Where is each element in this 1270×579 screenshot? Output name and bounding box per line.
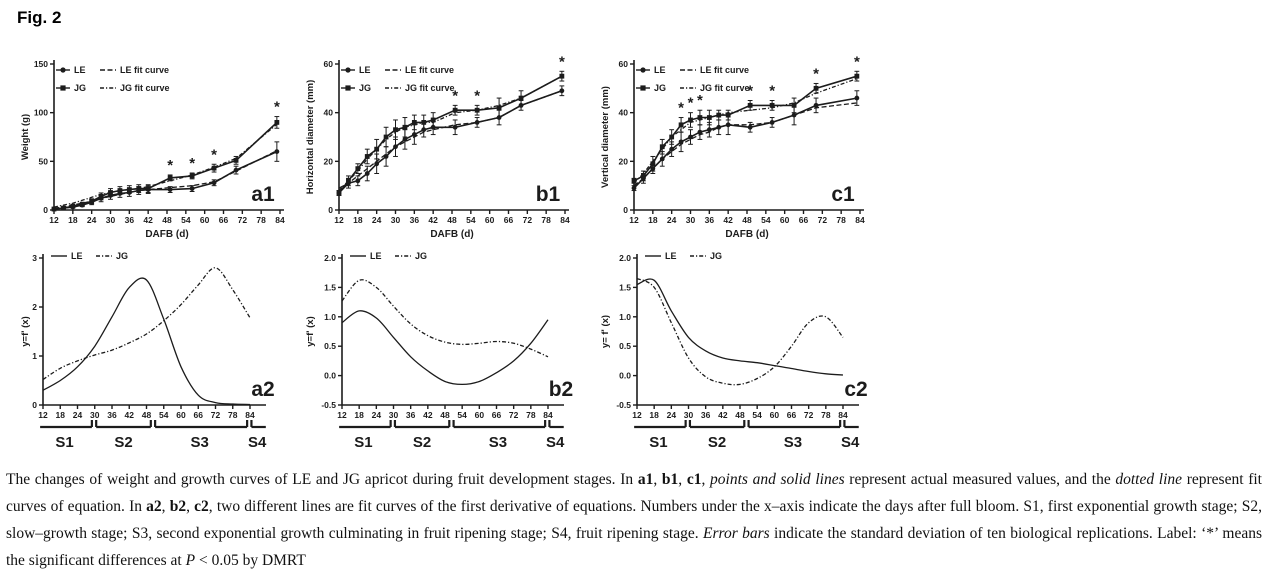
svg-text:0.0: 0.0 [619,370,631,381]
svg-text:48: 48 [735,410,745,420]
svg-text:12: 12 [337,410,347,420]
svg-text:66: 66 [491,410,502,420]
c1-panel-label: c1 [831,183,855,206]
svg-text:y=f' (x): y=f' (x) [305,316,316,347]
svg-text:*: * [189,155,196,173]
svg-text:0.5: 0.5 [619,341,631,352]
svg-text:36: 36 [700,410,711,420]
b1-series-le-fit-curve [339,91,562,188]
c1-series-jg-fit-curve [634,79,857,184]
c2-series-jg [637,279,843,385]
chart-panel-a2 [18,248,310,463]
b2-panel-label: b2 [548,378,574,401]
c2-legend [645,251,722,261]
svg-text:*: * [167,156,174,174]
svg-text:JG: JG [710,251,723,261]
svg-text:72: 72 [803,410,814,420]
svg-text:LE fit curve: LE fit curve [405,65,455,75]
svg-text:42: 42 [723,215,733,225]
svg-text:20: 20 [323,156,333,167]
svg-text:60: 60 [769,410,780,420]
c1-legend [636,65,750,93]
b1-series-le [339,91,562,193]
svg-text:1.0: 1.0 [324,311,336,322]
svg-text:0.0: 0.0 [324,370,336,381]
svg-text:*: * [273,98,280,116]
svg-text:*: * [813,65,819,83]
b2-series-le [342,311,548,385]
svg-text:S4: S4 [545,434,565,451]
c2-panel-label: c2 [844,378,868,401]
svg-text:42: 42 [143,215,153,225]
svg-text:S1: S1 [649,434,668,451]
svg-text:24: 24 [86,215,97,225]
chart-svg-b1 [303,50,595,248]
svg-text:0.5: 0.5 [324,341,336,352]
svg-text:LE: LE [71,251,83,261]
svg-text:100: 100 [33,107,48,118]
svg-text:42: 42 [423,410,433,420]
svg-text:2.0: 2.0 [619,253,631,263]
svg-text:0: 0 [328,205,333,215]
svg-text:18: 18 [354,410,364,420]
svg-text:54: 54 [181,215,191,225]
svg-text:72: 72 [210,410,221,420]
svg-text:60: 60 [618,59,628,69]
a2-series-jg [43,268,250,380]
svg-text:JG: JG [654,83,667,93]
svg-text:78: 78 [836,215,846,225]
svg-text:36: 36 [124,215,135,225]
svg-text:54: 54 [761,215,771,225]
svg-text:48: 48 [447,215,457,225]
svg-text:48: 48 [440,410,450,420]
svg-text:*: * [696,92,703,110]
a1-points-jg [52,117,280,212]
svg-text:LE fit curve: LE fit curve [120,65,170,75]
svg-text:1.5: 1.5 [324,282,336,293]
chart-svg-c2 [598,248,890,463]
svg-text:*: * [452,87,459,105]
svg-text:JG fit curve: JG fit curve [700,83,750,93]
svg-text:60: 60 [323,59,333,69]
a2-series-le [43,278,250,404]
chart-panel-b1 [303,50,595,248]
svg-text:LE: LE [74,65,86,75]
svg-text:DAFB (d): DAFB (d) [725,229,769,240]
svg-text:24: 24 [371,215,382,225]
svg-text:72: 72 [508,410,519,420]
svg-text:36: 36 [409,215,420,225]
chart-svg-c1 [598,50,890,248]
svg-text:S4: S4 [840,434,860,451]
svg-text:S2: S2 [707,434,727,451]
svg-text:36: 36 [405,410,416,420]
svg-text:84: 84 [543,410,553,420]
svg-text:54: 54 [752,410,762,420]
svg-text:84: 84 [275,215,285,225]
chart-panel-c2 [598,248,890,463]
svg-text:42: 42 [428,215,438,225]
b1-legend [341,65,455,93]
svg-text:24: 24 [666,215,677,225]
svg-text:54: 54 [457,410,467,420]
svg-text:84: 84 [855,215,865,225]
svg-text:JG: JG [116,251,129,261]
svg-text:0: 0 [32,400,37,410]
svg-text:72: 72 [237,215,248,225]
svg-text:24: 24 [371,410,382,420]
svg-text:42: 42 [124,410,134,420]
chart-svg-a1 [18,50,310,248]
svg-text:-0.5: -0.5 [321,400,336,410]
a1-legend [56,65,170,93]
c1-points-le [632,91,860,191]
svg-text:S1: S1 [55,434,74,451]
svg-text:-0.5: -0.5 [616,400,631,410]
svg-text:1.5: 1.5 [619,282,631,293]
svg-text:30: 30 [685,215,696,225]
svg-text:18: 18 [649,410,659,420]
svg-text:36: 36 [107,410,117,420]
a1-panel-label: a1 [251,183,275,206]
svg-text:84: 84 [838,410,848,420]
svg-text:40: 40 [323,107,333,118]
svg-text:1: 1 [32,351,37,361]
figure-caption: The changes of weight and growth curves of LE and JG apricot during fruit development stages. In a1, b1, c1, points and solid lines represent actual measured values, and the dotted line represent fit curves of equation. In a2, b2, c2, two different lines are fit curves of the first derivative of equations. Numbers under the x–axis indicate the days after full bloom. S1, first exponential growth stage; S2, slow–growth stage; S3, second exponential growth culminating in fruit ripening stage; S4, fruit ripening stage. Error bars indicate the standard deviation of ten biological replications. Label: ‘*’ means the significant differences at P < 0.05 by DMRT [6,471,1263,569]
svg-text:66: 66 [503,215,514,225]
svg-text:1.0: 1.0 [619,311,631,322]
c2-axes [600,253,859,420]
svg-text:30: 30 [390,215,401,225]
svg-text:S3: S3 [783,434,803,451]
svg-text:66: 66 [786,410,797,420]
svg-text:12: 12 [38,410,48,420]
svg-text:18: 18 [68,215,78,225]
svg-text:JG: JG [415,251,428,261]
svg-text:78: 78 [228,410,238,420]
svg-text:LE fit curve: LE fit curve [700,65,750,75]
b2-stage-axis [339,420,565,451]
svg-text:Weight (g): Weight (g) [20,113,31,161]
b1-significance-asterisks [452,53,565,104]
svg-text:*: * [769,82,776,100]
chart-panel-a1 [18,50,310,248]
svg-text:78: 78 [541,215,551,225]
svg-text:60: 60 [199,215,210,225]
svg-text:30: 30 [683,410,694,420]
svg-text:150: 150 [33,59,48,69]
svg-text:66: 66 [193,410,203,420]
chart-svg-b2 [303,248,595,463]
svg-text:*: * [678,99,685,117]
b2-series-jg [342,280,548,357]
a1-series-jg-fit-curve [54,124,277,207]
c1-series-le-fit-curve [634,103,857,186]
svg-text:50: 50 [38,156,48,167]
svg-text:24: 24 [666,410,677,420]
svg-text:84: 84 [245,410,255,420]
svg-text:60: 60 [779,215,790,225]
svg-text:LE: LE [359,65,371,75]
svg-text:JG fit curve: JG fit curve [405,83,455,93]
svg-text:54: 54 [159,410,169,420]
a2-legend [51,251,128,261]
svg-text:72: 72 [522,215,533,225]
svg-text:JG fit curve: JG fit curve [120,83,170,93]
svg-text:S2: S2 [412,434,432,451]
svg-text:*: * [558,53,565,71]
svg-text:JG: JG [74,83,87,93]
svg-text:DAFB (d): DAFB (d) [145,229,189,240]
svg-text:12: 12 [334,215,344,225]
a1-series-jg [54,122,277,209]
figure-label: Fig. 2 [17,8,62,27]
svg-text:12: 12 [629,215,639,225]
svg-text:18: 18 [55,410,65,420]
svg-text:48: 48 [162,215,172,225]
svg-text:S3: S3 [190,434,209,451]
svg-text:3: 3 [32,253,37,263]
svg-text:66: 66 [218,215,229,225]
chart-panel-b2 [303,248,595,463]
svg-text:78: 78 [256,215,266,225]
c2-series-le [637,279,843,375]
svg-text:Horizontal diameter (mm): Horizontal diameter (mm) [305,79,316,195]
svg-text:84: 84 [560,215,570,225]
svg-text:66: 66 [798,215,809,225]
svg-text:48: 48 [141,410,152,420]
svg-text:LE: LE [370,251,382,261]
svg-text:54: 54 [466,215,476,225]
svg-text:18: 18 [648,215,658,225]
svg-text:60: 60 [474,410,485,420]
svg-text:S3: S3 [488,434,508,451]
svg-text:30: 30 [388,410,399,420]
svg-text:y=f' (x): y=f' (x) [20,316,31,347]
svg-text:2: 2 [32,302,37,312]
svg-text:20: 20 [618,156,628,167]
svg-text:36: 36 [704,215,715,225]
a2-panel-label: a2 [251,378,275,401]
svg-text:S4: S4 [248,434,267,451]
svg-text:DAFB (d): DAFB (d) [430,229,474,240]
svg-text:40: 40 [618,107,628,118]
svg-text:*: * [853,53,860,71]
svg-text:*: * [687,94,694,112]
svg-text:*: * [474,87,481,105]
svg-text:0: 0 [623,205,628,215]
svg-text:LE: LE [665,251,677,261]
svg-text:0: 0 [43,205,48,215]
svg-text:24: 24 [72,410,83,420]
svg-text:*: * [211,146,218,164]
svg-text:78: 78 [526,410,536,420]
svg-text:42: 42 [718,410,728,420]
chart-svg-a2 [18,248,310,463]
svg-text:y= f' (x): y= f' (x) [600,314,611,349]
svg-text:18: 18 [353,215,363,225]
svg-text:2.0: 2.0 [324,253,336,263]
svg-text:LE: LE [654,65,666,75]
svg-text:30: 30 [90,410,100,420]
b2-axes [305,253,564,420]
svg-text:60: 60 [484,215,495,225]
chart-panel-c1 [598,50,890,248]
b1-panel-label: b1 [535,183,561,206]
svg-text:72: 72 [817,215,828,225]
b2-legend [350,251,427,261]
svg-text:48: 48 [742,215,752,225]
a2-stage-axis [40,420,267,451]
svg-text:30: 30 [105,215,116,225]
svg-text:Vertical diameter (mm): Vertical diameter (mm) [600,86,611,188]
svg-text:*: * [747,82,754,100]
svg-text:JG: JG [359,83,372,93]
svg-text:60: 60 [176,410,186,420]
svg-text:S2: S2 [114,434,133,451]
c2-stage-axis [634,420,860,451]
svg-text:S1: S1 [354,434,373,451]
svg-text:78: 78 [821,410,831,420]
svg-text:12: 12 [49,215,59,225]
svg-text:12: 12 [632,410,642,420]
